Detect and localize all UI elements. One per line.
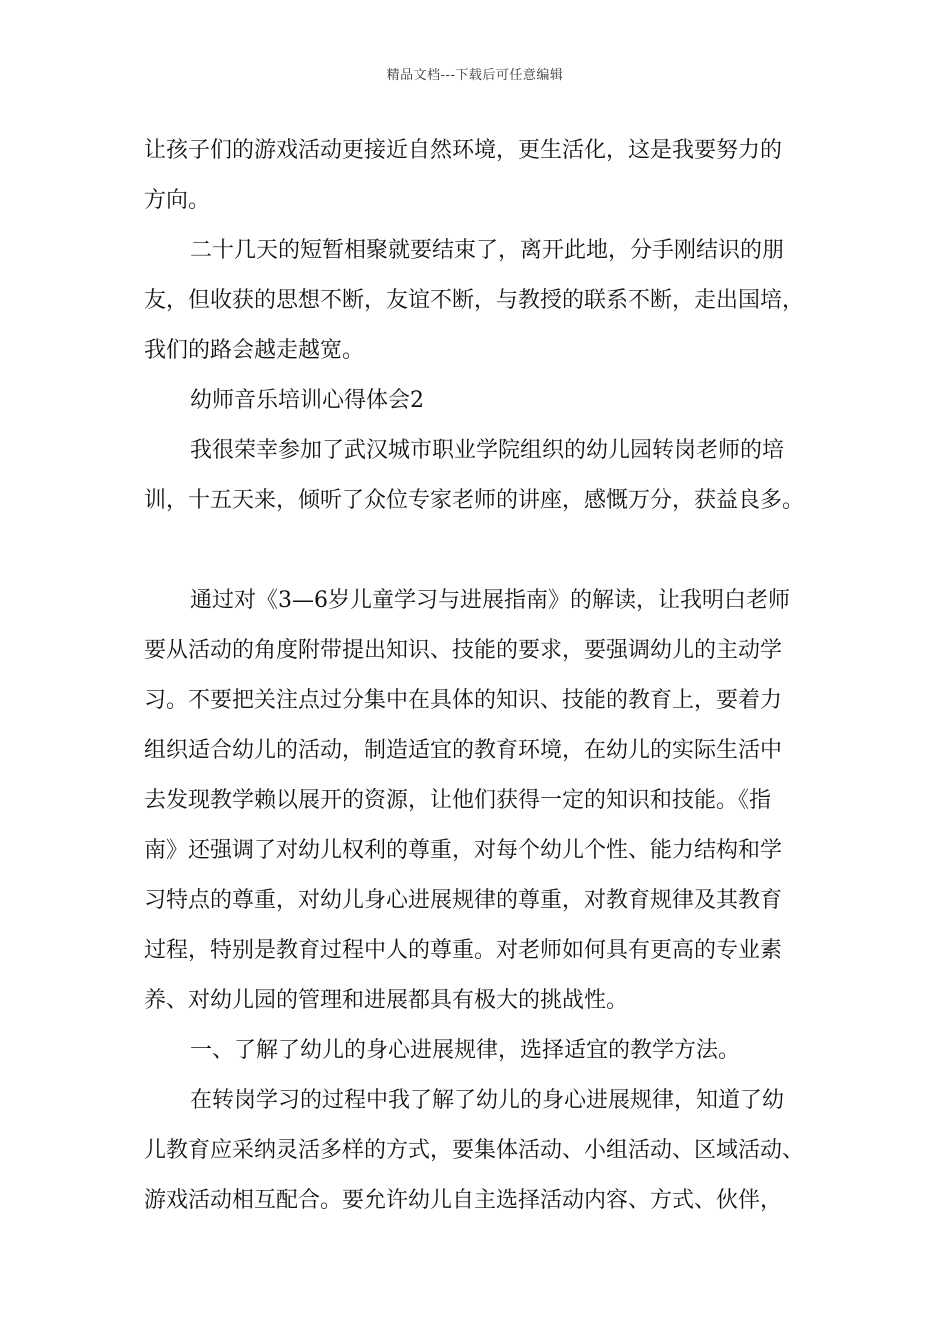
paragraph-3	[144, 426, 816, 526]
blank-line	[144, 526, 816, 576]
text-line: 过程，特别是教育过程中人的尊重。对老师如何具有更高的专业素	[144, 938, 783, 963]
paragraph-1	[144, 126, 816, 226]
text-line: 组织适合幼儿的活动，制造适宜的教育环境，在幼儿的实际生活中	[144, 738, 783, 763]
text-line: 在转岗学习的过程中我了解了幼儿的身心进展规律，知道了幼	[190, 1088, 785, 1113]
text-line: 去发现教学赖以展开的资源，让他们获得一定的知识和技能。《指	[144, 788, 772, 813]
paragraph-5	[144, 1076, 816, 1226]
text-line: 我们的路会越走越宽。	[144, 338, 365, 363]
text-line: 训，十五天来，倾听了众位专家老师的讲座，感慨万分，获益良多。	[144, 488, 805, 513]
document-body	[144, 126, 816, 1226]
heading-1	[144, 1026, 816, 1076]
text-line: 养、对幼儿园的管理和进展都具有极大的挑战性。	[144, 988, 629, 1013]
text-line: 我很荣幸参加了武汉城市职业学院组织的幼儿园转岗老师的培	[190, 438, 785, 463]
paragraph-4	[144, 576, 816, 1026]
text-line: 要从活动的角度附带提出知识、技能的要求，要强调幼儿的主动学	[144, 638, 783, 663]
text-line: 习。不要把关注点过分集中在具体的知识、技能的教育上，要着力	[144, 688, 783, 713]
paragraph-2	[144, 226, 816, 376]
text-line: 通过对《3—6岁儿童学习与进展指南》的解读，让我明白老师	[190, 588, 790, 613]
text-line: 方向。	[144, 188, 211, 213]
text-line: 游戏活动相互配合。要允许幼儿自主选择活动内容、方式、伙伴，	[144, 1188, 783, 1213]
section-title-text: 幼师音乐培训心得体会2	[190, 388, 424, 413]
text-line: 南》还强调了对幼儿权利的尊重，对每个幼儿个性、能力结构和学	[144, 838, 783, 863]
section-title	[144, 376, 816, 426]
text-line: 让孩子们的游戏活动更接近自然环境，更生活化，这是我要努力的	[144, 138, 783, 163]
page-header: 精品文档---下载后可任意编辑	[386, 68, 564, 83]
heading-text: 一、了解了幼儿的身心进展规律，选择适宜的教学方法。	[190, 1038, 741, 1063]
text-line: 友，但收获的思想不断，友谊不断，与教授的联系不断，走出国培，	[144, 288, 805, 313]
text-line: 习特点的尊重，对幼儿身心进展规律的尊重，对教育规律及其教育	[144, 888, 783, 913]
text-line: 儿教育应采纳灵活多样的方式，要集体活动、小组活动、区域活动、	[144, 1138, 805, 1163]
text-line: 二十几天的短暂相聚就要结束了，离开此地，分手刚结识的朋	[190, 238, 785, 263]
